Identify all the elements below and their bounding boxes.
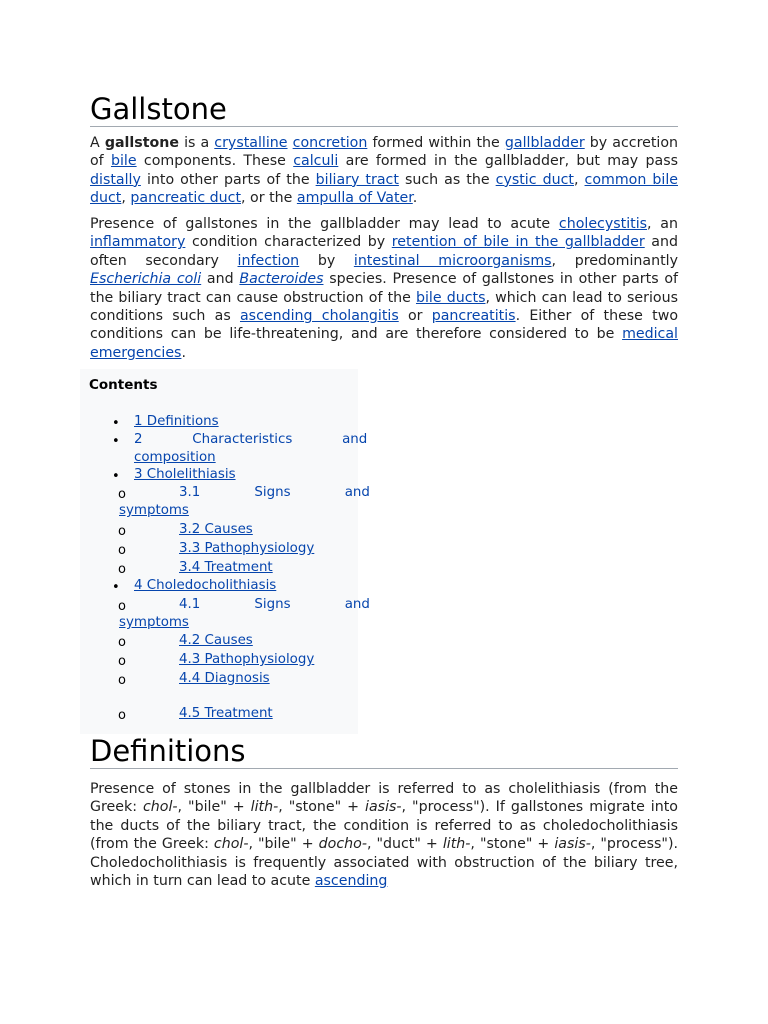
toc-item-causes-3-2[interactable] (179, 521, 253, 539)
toc-item-signs-symptoms-3-1[interactable] (179, 484, 429, 502)
text: , which can lead to serious conditions such as (90, 289, 678, 325)
toc-link-line (179, 484, 425, 502)
text: 2 Characteristics (134, 432, 293, 447)
sub-bullet: o (118, 635, 126, 650)
text: . (412, 190, 418, 207)
toc-link[interactable]: symptoms (119, 615, 189, 630)
toc-link[interactable]: 3.4 Treatment (179, 560, 273, 575)
bullet: • (112, 580, 120, 595)
link-biliary-tract[interactable]: biliary tract (315, 171, 399, 188)
italic-text: lith- (250, 799, 279, 816)
text: , predominantly (551, 252, 678, 269)
text: , "bile" + (248, 836, 319, 853)
link-retention-of-bile[interactable]: retention of bile in the gallbladder (391, 234, 645, 251)
toc-item-causes-4-2[interactable] (179, 632, 253, 650)
text: and often secondary (90, 234, 678, 269)
link-ampulla-of-vater[interactable]: ampulla of Vater (296, 190, 413, 207)
toc-item-signs-symptoms-3-1-cont[interactable] (119, 502, 189, 520)
italic-text: chol- (142, 799, 178, 816)
toc-link-line (179, 596, 425, 614)
link-bacteroides[interactable] (239, 271, 323, 287)
bold-term: gallstone (104, 135, 179, 151)
toc-item-treatment-3-4[interactable] (179, 559, 273, 577)
link-intestinal-microorganisms[interactable]: intestinal microorganisms (353, 252, 552, 269)
toc-item-signs-symptoms-4-1[interactable] (179, 596, 429, 614)
link-inflammatory[interactable]: inflammatory (90, 234, 186, 251)
text: Presence of stones in the gallbladder is referred to as cholelithiasis (from the Greek: (90, 781, 678, 816)
text: , "bile" + (177, 799, 251, 816)
toc-link[interactable]: 4.4 Diagnosis (179, 671, 270, 686)
toc-link[interactable]: 4.3 Pathophysiology (179, 652, 315, 667)
text: by (299, 252, 354, 269)
toc-item-diagnosis-4-4[interactable] (179, 670, 270, 688)
text: and (344, 597, 370, 612)
sub-bullet: o (118, 562, 126, 577)
italic-text: docho- (318, 836, 367, 853)
text: and (201, 271, 240, 288)
page-title: Gallstone (90, 92, 678, 127)
text: 3.1 Signs (179, 485, 291, 500)
text: are formed in the gallbladder, but may pass (338, 153, 678, 170)
text: , or the (241, 190, 297, 207)
text: A (90, 135, 105, 151)
text: , "process"). Choledocholithiasis is frequently associated with obstruction of the biliary tree, which in turn can lead to acute (90, 836, 678, 890)
toc-item-cholelithiasis[interactable] (134, 466, 236, 484)
sub-bullet: o (118, 487, 126, 502)
toc-item-pathophysiology-4-3[interactable] (179, 651, 314, 669)
link-gallbladder[interactable]: gallbladder (504, 135, 585, 151)
toc-item-characteristics[interactable] (134, 431, 424, 466)
bullet: • (112, 469, 120, 484)
italic-text: Escherichia coli (90, 271, 202, 288)
italic-text: Bacteroides (239, 271, 324, 288)
text: composition (134, 449, 216, 465)
link-cystic-duct[interactable]: cystic duct (495, 171, 574, 188)
text: components. These (136, 153, 294, 170)
toc-item-definitions[interactable] (134, 413, 219, 431)
definitions-paragraph (90, 780, 678, 890)
text: Presence of gallstones in the gallbladder may lead to acute (90, 216, 559, 232)
link-cholecystitis[interactable]: cholecystitis (558, 216, 648, 232)
bullet: • (112, 434, 120, 449)
text: . (181, 344, 186, 361)
bullet: • (112, 416, 120, 431)
sub-bullet: o (118, 654, 126, 669)
text: , "process"). If gallstones migrate into the ducts of the biliary tract, the condition is referred to as choledocholithiasis (from the Greek: (90, 799, 678, 853)
sub-bullet: o (118, 524, 126, 539)
link-concretion[interactable]: concretion (292, 135, 368, 151)
toc-item-pathophysiology-3-3[interactable] (179, 540, 314, 558)
sub-bullet: o (118, 599, 126, 614)
italic-text: iasis- (365, 799, 402, 816)
toc-item-treatment-4-5[interactable] (179, 705, 273, 723)
toc-link[interactable]: 3 Cholelithiasis (134, 467, 236, 482)
toc-link[interactable]: 4 Choledocholithiasis (134, 578, 277, 593)
toc-link[interactable]: 4.5 Treatment (179, 706, 273, 721)
text: . Either of these two conditions can be life-threatening, and are therefore considered to be (90, 308, 678, 343)
text: , "stone" + (470, 836, 555, 853)
link-pancreatitis[interactable]: pancreatitis (431, 308, 516, 325)
link-ascending[interactable]: ascending (314, 873, 388, 890)
toc-link[interactable] (134, 432, 418, 465)
link-bile-ducts[interactable]: bile ducts (415, 289, 486, 306)
link-infection[interactable]: infection (237, 252, 300, 269)
text: species. Presence of gallstones in other parts of the biliary tract can cause obstruction of the (90, 271, 679, 306)
text: and (342, 432, 368, 447)
link-ascending-cholangitis[interactable]: ascending cholangitis (239, 308, 399, 325)
italic-text: chol- (213, 836, 249, 853)
link-crystalline[interactable]: crystalline (214, 135, 288, 151)
text: is a (178, 135, 215, 151)
section-heading-definitions: Definitions (90, 734, 678, 769)
table-of-contents (80, 369, 370, 734)
sub-bullet: o (118, 708, 126, 723)
text: , "stone" + (278, 799, 366, 816)
text: , (573, 171, 585, 188)
text: and (344, 485, 370, 500)
text: 4.1 Signs (179, 597, 291, 612)
text: by accretion of (90, 135, 679, 170)
link-bile[interactable]: bile (110, 153, 137, 170)
link-medical-emergencies[interactable]: medical emergencies (90, 326, 678, 361)
toc-link[interactable]: 3.2 Causes (179, 522, 253, 537)
toc-link[interactable]: 3.3 Pathophysiology (179, 541, 315, 556)
toc-link[interactable] (179, 485, 425, 500)
link-escherichia-coli[interactable] (90, 271, 201, 287)
text: into other parts of the (140, 171, 316, 188)
italic-text: lith- (442, 836, 471, 853)
text: formed within the (367, 135, 505, 151)
toc-link[interactable]: 4.2 Causes (179, 633, 253, 648)
toc-link[interactable]: 1 Definitions (134, 414, 219, 429)
toc-item-choledocholithiasis[interactable] (134, 577, 276, 595)
italic-text: iasis- (554, 836, 591, 853)
text: such as the (398, 171, 496, 188)
text: , (121, 190, 131, 207)
link-distally[interactable]: distally (90, 171, 141, 188)
text: condition characterized by (185, 234, 392, 251)
toc-link[interactable] (179, 597, 425, 612)
toc-item-signs-symptoms-4-1-cont[interactable] (119, 614, 189, 632)
link-common-bile-duct[interactable]: common bile duct (90, 171, 678, 207)
link-pancreatic-duct[interactable]: pancreatic duct (130, 190, 242, 207)
link-calculi[interactable]: calculi (293, 153, 339, 170)
text: or (398, 308, 432, 325)
sub-bullet: o (118, 543, 126, 558)
text: , an (647, 216, 678, 232)
intro-paragraph-1 (90, 134, 678, 208)
toc-title: Contents (89, 377, 158, 393)
toc-link[interactable]: symptoms (119, 503, 189, 518)
toc-link-line (134, 431, 418, 449)
sub-bullet: o (118, 673, 126, 688)
intro-paragraph-2 (90, 215, 678, 362)
text: , "duct" + (366, 836, 443, 853)
